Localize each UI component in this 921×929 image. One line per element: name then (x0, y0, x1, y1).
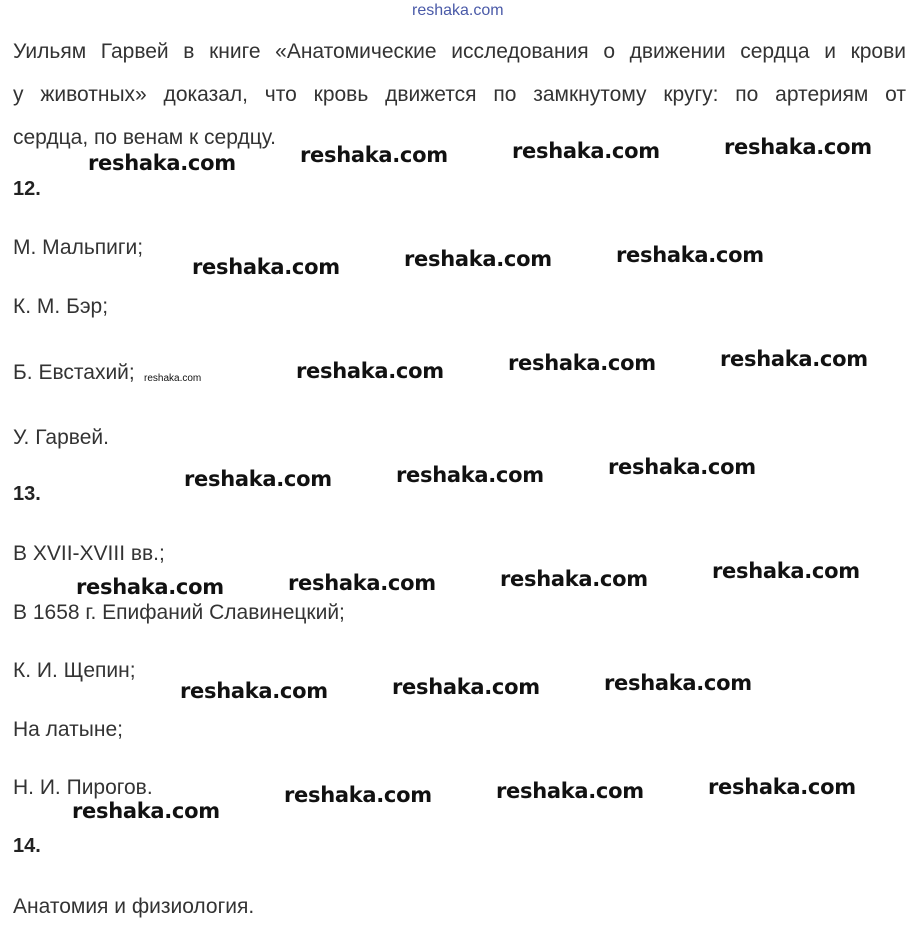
answer-line: На латыне; (13, 718, 123, 741)
watermark: reshaka.com (184, 467, 332, 491)
answer-line: К. М. Бэр; (13, 295, 109, 318)
watermark: reshaka.com (708, 775, 856, 799)
watermark: reshaka.com (616, 243, 764, 267)
intro-line: у животных» доказал, что кровь движется по замкнутому кругу: по артериям от (13, 83, 906, 106)
intro-line: сердца, по венам к сердцу. (13, 126, 276, 149)
watermark: reshaka.com (508, 351, 656, 375)
answer-line: В XVII-XVIII вв.; (13, 542, 165, 565)
watermark: reshaka.com (72, 799, 220, 823)
watermark: reshaka.com (180, 679, 328, 703)
watermark: reshaka.com (88, 151, 236, 175)
header-watermark: reshaka.com (412, 2, 504, 19)
question-number-14: 14. (13, 835, 41, 857)
answer-line: М. Мальпиги; (13, 236, 144, 259)
watermark: reshaka.com (76, 575, 224, 599)
watermark: reshaka.com (296, 359, 444, 383)
answer-line: Б. Евстахий; (13, 361, 135, 384)
watermark: reshaka.com (724, 135, 872, 159)
watermark: reshaka.com (720, 347, 868, 371)
answer-line: Анатомия и физиология. (13, 895, 255, 918)
question-number-13: 13. (13, 483, 41, 505)
watermark: reshaka.com (500, 567, 648, 591)
answer-line: К. И. Щепин; (13, 659, 136, 682)
question-number-12: 12. (13, 178, 41, 200)
watermark: reshaka.com (608, 455, 756, 479)
answer-line: У. Гарвей. (13, 426, 109, 449)
answer-line: В 1658 г. Епифаний Славинецкий; (13, 601, 345, 624)
answer-line: Н. И. Пирогов. (13, 776, 153, 799)
watermark: reshaka.com (496, 779, 644, 803)
watermark: reshaka.com (512, 139, 660, 163)
watermark: reshaka.com (604, 671, 752, 695)
intro-line: Уильям Гарвей в книге «Анатомические исследования о движении сердца и крови (13, 40, 906, 63)
watermark: reshaka.com (288, 571, 436, 595)
watermark: reshaka.com (396, 463, 544, 487)
watermark: reshaka.com (712, 559, 860, 583)
watermark: reshaka.com (404, 247, 552, 271)
watermark: reshaka.com (392, 675, 540, 699)
watermark: reshaka.com (192, 255, 340, 279)
watermark: reshaka.com (300, 143, 448, 167)
watermark: reshaka.com (284, 783, 432, 807)
watermark-small: reshaka.com (144, 373, 202, 384)
